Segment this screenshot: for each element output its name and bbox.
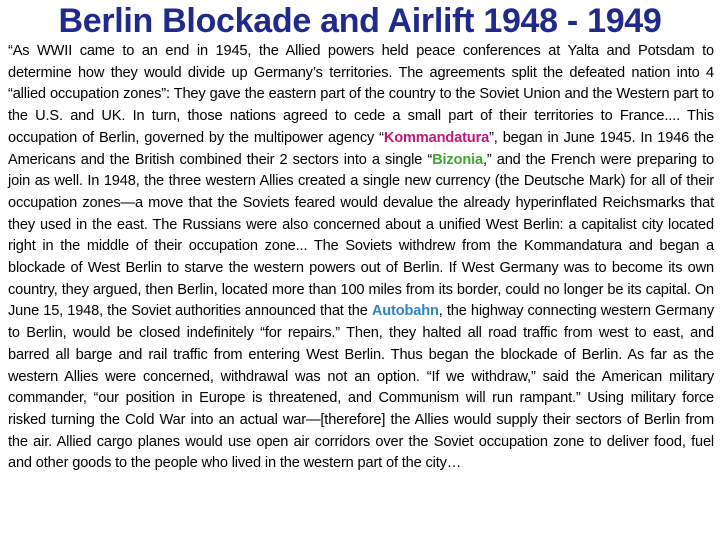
text-segment-1: “As WWII came to an end in 1945, the Allied powers held peace conferences at Yalta and Potsdam to determine how they would divide up Germany’s territories. The agreements split the defeated nation into 4 “allied occupation zones”: They gave the eastern part of the country to the Soviet Union and the Western part to the U.S. and UK. In turn, those nations agreed to cede a small part of their territories to France.... This occupation of Berlin, governed by the multipower agency “ xyxy=(8,43,714,146)
body-text xyxy=(8,41,714,475)
highlight-kommandatura: Kommandatura xyxy=(383,129,490,146)
highlight-autobahn: Autobahn xyxy=(371,303,439,320)
slide-title: Berlin Blockade and Airlift 1948 - 1949 xyxy=(58,2,662,40)
text-segment-3: ,” and the French were preparing to join as well. In 1948, the three western Allies created a single new currency (the Deutsche Mark) for all of their occupation zones—a move that the Soviets feared would devalue the already hyperinflated Reichsmarks that they used in the east. The Russians were also concerned about a unified West Berlin: a capitalist city located right in the middle of their occupation zone... The Soviets withdrew from the Kommandatura and began a blockade of West Berlin to starve the western powers out of Berlin. If West Germany was to become its own country, they argued, then Berlin, located more than 100 miles from its border, could no longer be its capital. On June 15, 1948, the Soviet authorities announced that the xyxy=(8,151,715,320)
text-segment-4: , the highway connecting western Germany to Berlin, would be closed indefinitely “for repairs.” Then, they halted all road traffic from west to east, and barred all barge and rail traffic from entering West Berlin. Thus began the blockade of Berlin. As far as the western Allies were concerned, withdrawal was not an option. “If we withdraw,” said the American military commander, “our position in Europe is threatened, and Communism will run rampant.” Using military force risked turning the Cold War into an actual war—[therefore] the Allies would supply their sectors of Berlin from the air. Allied cargo planes would use open air corridors over the Soviet occupation zone to deliver food, fuel and other goods to the people who lived in the western part of the city… xyxy=(8,303,714,472)
text-segment-2: ”, began in June 1945. In 1946 the Americans and the British combined their 2 sectors into a single “ xyxy=(8,129,714,168)
highlight-bizonia: Bizonia xyxy=(432,151,483,168)
